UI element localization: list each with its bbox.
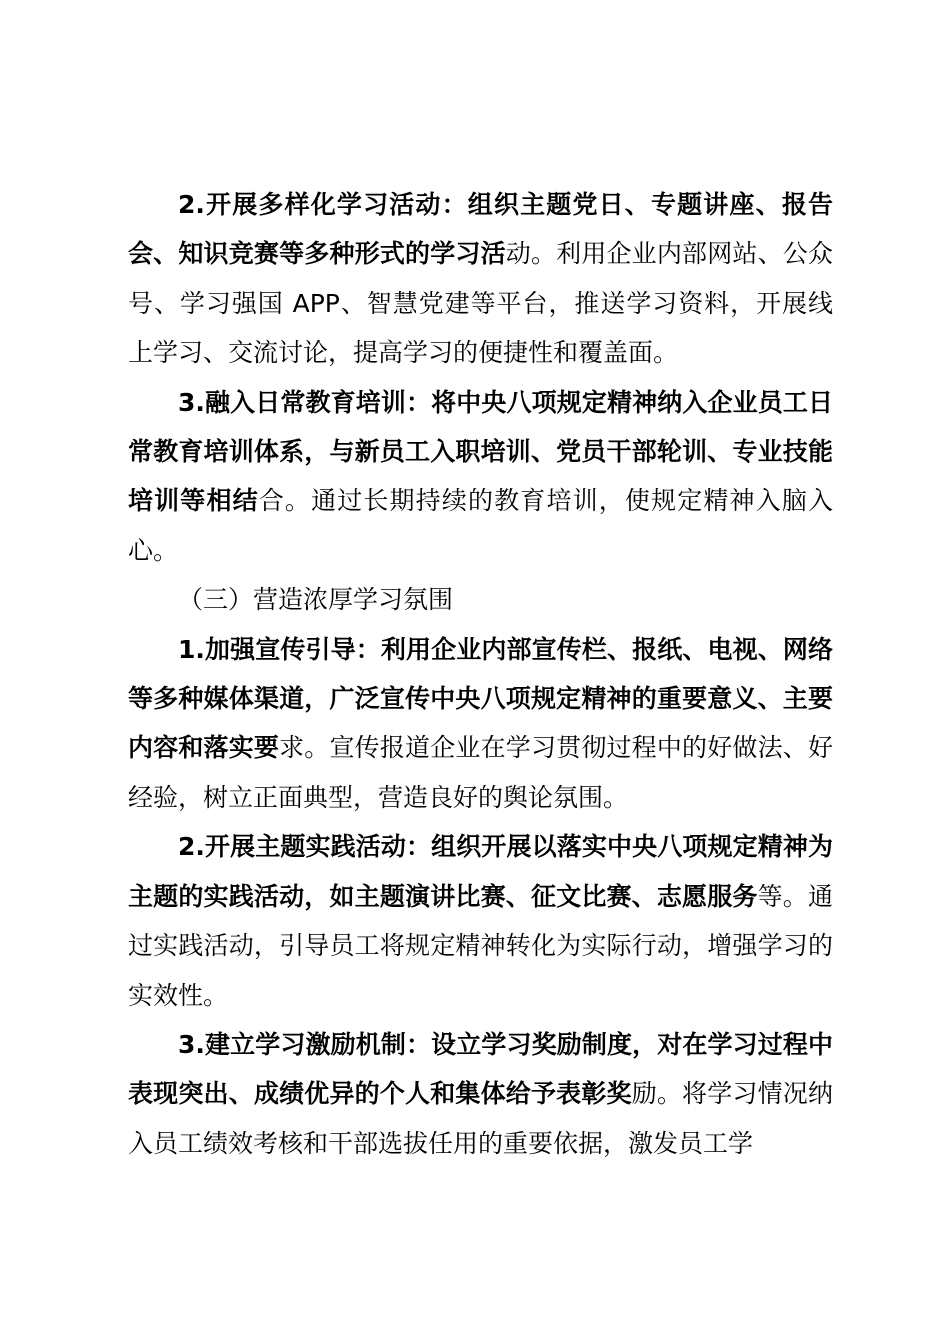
paragraph-activities <box>128 180 833 378</box>
paragraph-lead: 1.加强宣传引导：利用企业内部宣传栏、报纸、电视、网络等多种媒体渠道，广泛宣传中央八项规定精神的重要意义、主要内容和落实要 <box>128 634 833 763</box>
paragraph-publicity <box>128 625 833 823</box>
paragraph-lead: 2.开展多样化学习活动：组织主题党日、专题讲座、报告会、知识竞赛等多种形式的学习活 <box>128 190 833 269</box>
paragraph-text: 求。宣传报道企业在学习贯彻过程中的好做法、好经验，树立正面典型，营造良好的舆论氛围。 <box>128 733 833 812</box>
paragraph-text: 动。利用企业内部网站、公众号、学习强国 APP、智慧党建等平台，推送学习资料，开展线上学习、交流讨论，提高学习的便捷性和覆盖面。 <box>128 239 833 368</box>
paragraph-lead: 3.融入日常教育培训：将中央八项规定精神纳入企业员工日常教育培训体系，与新员工入职培训、党员干部轮训、专业技能培训等相结 <box>128 387 833 516</box>
paragraph-text: 合。通过长期持续的教育培训，使规定精神入脑入心。 <box>128 486 833 565</box>
section-heading-text: （三）营造浓厚学习氛围 <box>178 585 454 615</box>
paragraph-lead: 2.开展主题实践活动：组织开展以落实中央八项规定精神为主题的实践活动，如主题演讲比赛、征文比赛、志愿服务 <box>128 832 833 911</box>
paragraph-practice <box>128 822 833 1020</box>
section-heading <box>128 575 833 624</box>
paragraph-text: 励。将学习情况纳入员工绩效考核和干部选拔任用的重要依据，激发员工学 <box>128 1079 833 1158</box>
paragraph-training <box>128 378 833 576</box>
paragraph-incentive <box>128 1020 833 1168</box>
paragraph-lead: 3.建立学习激励机制：设立学习奖励制度，对在学习过程中表现突出、成绩优异的个人和集体给予表彰奖 <box>128 1029 833 1109</box>
document-body <box>128 180 833 1168</box>
paragraph-text: 等。通过实践活动，引导员工将规定精神转化为实际行动，增强学习的实效性。 <box>128 881 833 1010</box>
